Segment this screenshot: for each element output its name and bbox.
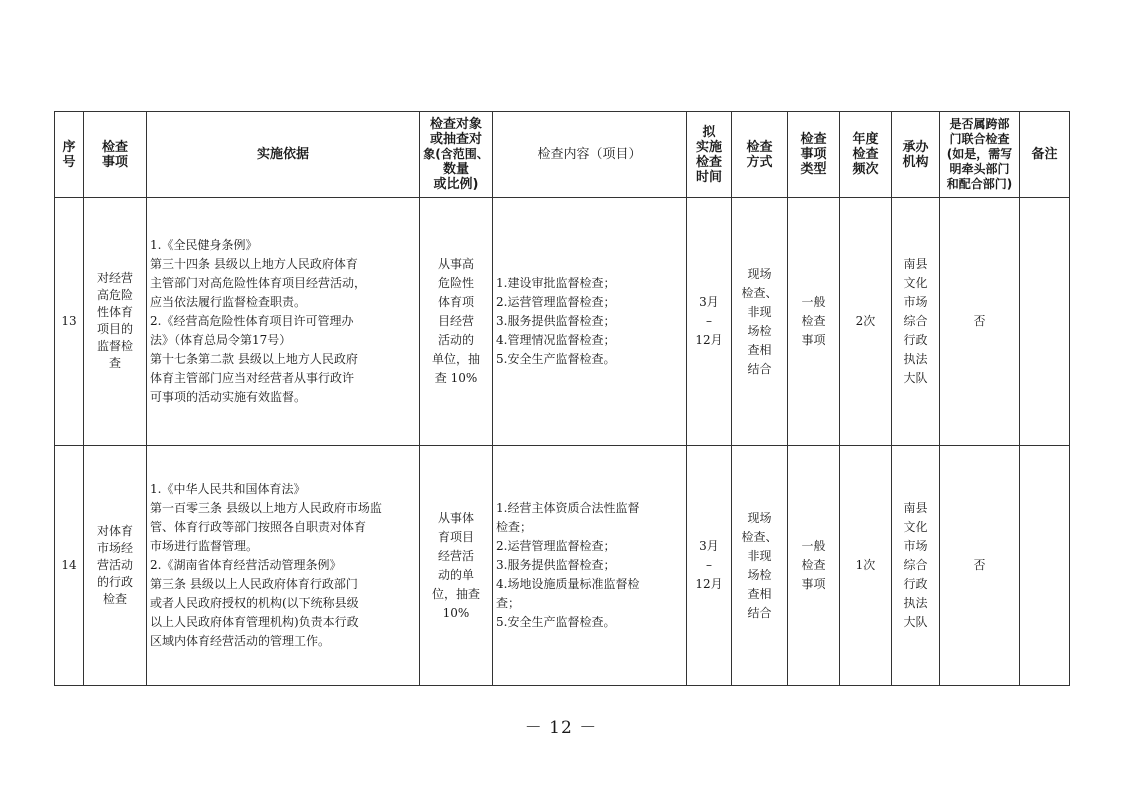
header-item: 检查 事项 bbox=[84, 112, 147, 198]
header-freq: 年度 检查 频次 bbox=[840, 112, 892, 198]
header-content: 检查内容（项目） bbox=[493, 112, 687, 198]
row-method: 现场 检查、 非现 场检 查相 结合 bbox=[732, 446, 788, 686]
row-type: 一般 检查 事项 bbox=[788, 446, 840, 686]
header-time: 拟 实施 检查 时间 bbox=[687, 112, 732, 198]
row-type: 一般 检查 事项 bbox=[788, 198, 840, 446]
row-freq: 2次 bbox=[840, 198, 892, 446]
header-org: 承办 机构 bbox=[892, 112, 940, 198]
table-row bbox=[55, 446, 1070, 686]
inspection-table bbox=[54, 111, 1070, 686]
row-joint: 否 bbox=[940, 198, 1020, 446]
table-row bbox=[55, 198, 1070, 446]
header-target: 检查对象 或抽查对 象(含范围、 数量 或比例) bbox=[420, 112, 493, 198]
header-basis: 实施依据 bbox=[147, 112, 420, 198]
row-org: 南县 文化 市场 综合 行政 执法 大队 bbox=[892, 446, 940, 686]
header-method: 检查 方式 bbox=[732, 112, 788, 198]
row-content: 1.建设审批监督检查； 2.运营管理监督检查； 3.服务提供监督检查； 4.管理情况监督检查； 5.安全生产监督检查。 bbox=[493, 198, 687, 446]
row-seq: 14 bbox=[55, 446, 84, 686]
row-basis: 1.《中华人民共和国体育法》 第一百零三条 县级以上地方人民政府市场监 管、体育行政等部门按照各自职责对体育 市场进行监督管理。 2.《湖南省体育经营活动管理条例》 第三条 县级以上人民政府体育行政部门 或者人民政府授权的机构(以下统称县级 以上人民政府体育管理机构)负责本行政 区域内体育经营活动的管理工作。 bbox=[147, 446, 420, 686]
row-org: 南县 文化 市场 综合 行政 执法 大队 bbox=[892, 198, 940, 446]
row-item: 对体育市场经营活动的行政检查 bbox=[84, 446, 147, 686]
row-method: 现场 检查、 非现 场检 查相 结合 bbox=[732, 198, 788, 446]
header-row bbox=[55, 112, 1070, 198]
row-freq: 1次 bbox=[840, 446, 892, 686]
header-type: 检查 事项 类型 bbox=[788, 112, 840, 198]
row-time: 3月 – 12月 bbox=[687, 198, 732, 446]
row-time: 3月 – 12月 bbox=[687, 446, 732, 686]
row-content: 1.经营主体资质合法性监督 检查； 2.运营管理监督检查； 3.服务提供监督检查； 4.场地设施质量标准监督检 查； 5.安全生产监督检查。 bbox=[493, 446, 687, 686]
row-item: 对经营高危险性体育项目的监督检查 bbox=[84, 198, 147, 446]
row-target: 从事高 危险性 体育项 目经营 活动的 单位，抽 查 10% bbox=[420, 198, 493, 446]
row-remark bbox=[1020, 446, 1070, 686]
row-target: 从事体 育项目 经营活 动的单 位，抽查 10% bbox=[420, 446, 493, 686]
header-joint: 是否属跨部 门联合检查 (如是，需写 明牵头部门 和配合部门) bbox=[940, 112, 1020, 198]
row-joint: 否 bbox=[940, 446, 1020, 686]
header-seq: 序 号 bbox=[55, 112, 84, 198]
row-seq: 13 bbox=[55, 198, 84, 446]
header-remark: 备注 bbox=[1020, 112, 1070, 198]
row-basis: 1.《全民健身条例》 第三十四条 县级以上地方人民政府体育 主管部门对高危险性体育项目经营活动， 应当依法履行监督检查职责。 2.《经营高危险性体育项目许可管理办 法》（体育总局令第17号） 第十七条第二款 县级以上地方人民政府 体育主管部门应当对经营者从事行政许 可事项的活动实施有效监督。 bbox=[147, 198, 420, 446]
row-remark bbox=[1020, 198, 1070, 446]
page-number: － 12 － bbox=[524, 718, 598, 738]
